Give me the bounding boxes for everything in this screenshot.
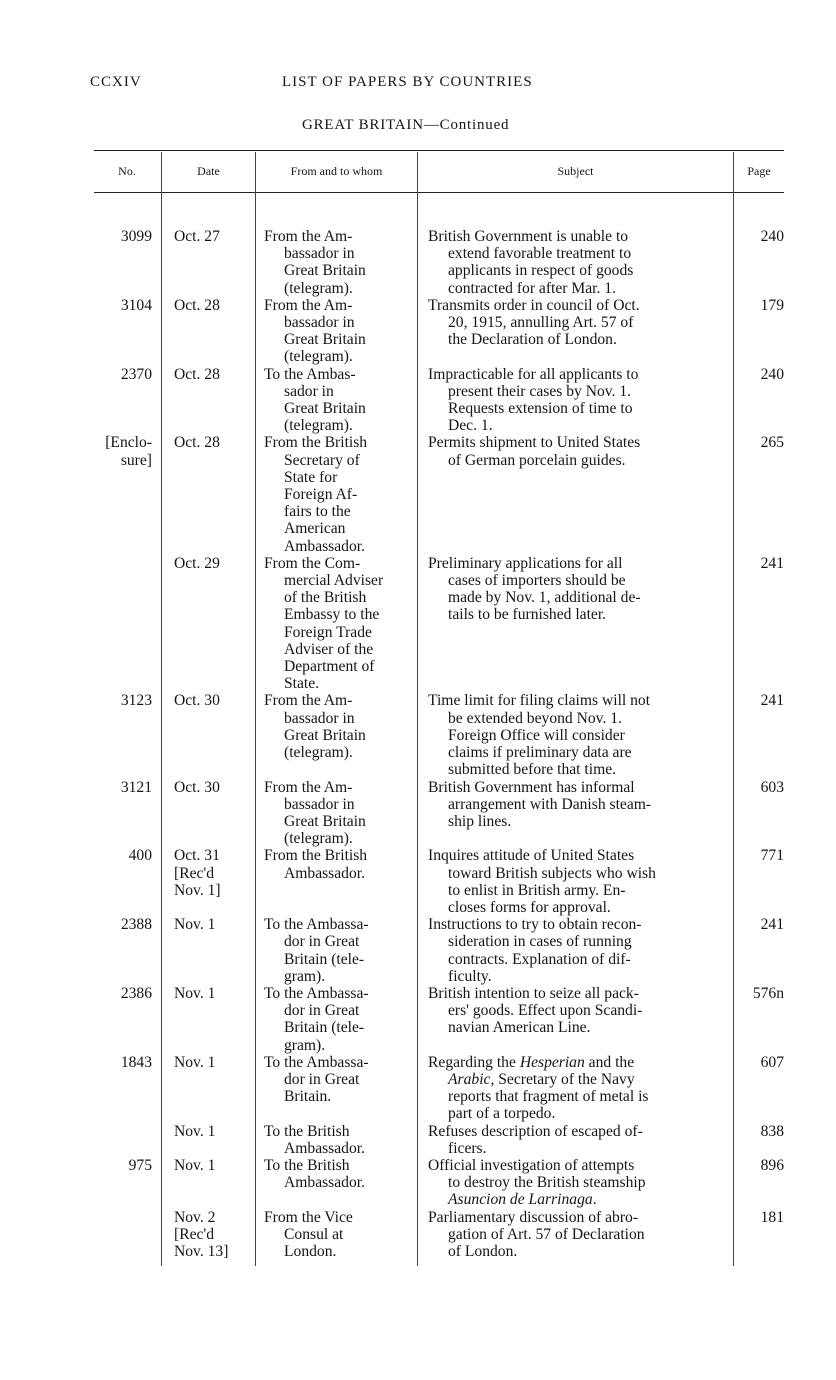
cell-date: [152, 779, 252, 848]
cell-page: 241: [760, 916, 784, 934]
cell-subject-line: cases of importers should be: [448, 572, 626, 590]
cell-no-line: 400: [128, 847, 152, 865]
cell-page: 771: [760, 847, 784, 865]
cell-no: [94, 779, 152, 848]
cell-from: [252, 692, 412, 778]
cell-page: 607: [760, 1053, 784, 1071]
running-title: LIST OF PAPERS BY COUNTRIES: [282, 74, 533, 90]
cell-no: [94, 1123, 152, 1157]
cell-from-line: Ambassador.: [284, 1174, 365, 1192]
cell-from-line: Foreign Trade: [284, 623, 372, 641]
cell-subject: [412, 847, 730, 916]
cell-no-line: 1843: [120, 1053, 152, 1071]
cell-from: [252, 366, 412, 435]
cell-from-line: Great Britain: [284, 331, 366, 349]
header-from: From and to whom: [290, 164, 383, 178]
cell-date-line: Nov. 1: [174, 984, 216, 1002]
cell-subject: [412, 366, 730, 435]
cell-date: [152, 434, 252, 554]
cell-subject-line: ship lines.: [448, 812, 512, 830]
cell-no-line: 2370: [120, 365, 152, 383]
cell-from: [252, 1209, 412, 1261]
cell-subject-line: Foreign Office will consider: [448, 726, 625, 744]
cell-date: [152, 555, 252, 693]
cell-no-line: 975: [128, 1156, 152, 1174]
cell-from-line: Britain (tele-: [284, 1019, 365, 1037]
cell-from-line: Britain.: [284, 1088, 332, 1106]
cell-from-line: Consul at: [284, 1225, 344, 1243]
cell-from-line: Great Britain: [284, 726, 366, 744]
cell-subject: [412, 916, 730, 985]
cell-no: [94, 434, 152, 554]
cell-subject: [412, 555, 730, 693]
cell-subject-line: Asuncion de Larrinaga.: [448, 1191, 597, 1209]
cell-subject-line: contracts. Explanation of dif-: [448, 950, 631, 968]
cell-subject-line: British Government has informal: [428, 778, 635, 796]
cell-date: [152, 916, 252, 985]
cell-page: 603: [760, 778, 784, 796]
cell-page: 181: [760, 1208, 784, 1226]
cell-no: [94, 366, 152, 435]
cell-subject: [412, 1209, 730, 1261]
cell-subject-line: to destroy the British steamship: [448, 1174, 646, 1192]
cell-from-line: State.: [284, 675, 320, 693]
cell-subject-line: Dec. 1.: [448, 417, 493, 435]
cell-from: [252, 555, 412, 693]
cell-subject: [412, 1123, 730, 1157]
cell-from-line: American: [284, 520, 346, 538]
cell-from-line: Foreign Af-: [284, 486, 358, 504]
cell-date-line: Oct. 29: [174, 554, 220, 572]
cell-subject: [412, 1157, 730, 1209]
cell-from-line: dor in Great: [284, 933, 360, 951]
cell-from-line: bassador in: [284, 709, 355, 727]
cell-date-line: Nov. 1: [174, 916, 216, 934]
header-bottom-rule: [94, 192, 784, 193]
cell-no: [94, 1157, 152, 1209]
cell-subject-line: navian American Line.: [448, 1019, 591, 1037]
cell-from-line: (telegram).: [284, 348, 353, 366]
header-no: No.: [118, 164, 136, 178]
cell-date-line: Oct. 30: [174, 778, 220, 796]
table-row: [94, 1157, 784, 1209]
cell-subject-line: to enlist in British army. En-: [448, 881, 626, 899]
cell-page: 896: [760, 1156, 784, 1174]
cell-from-line: From the Am-: [264, 692, 353, 710]
cell-from-line: Britain (tele-: [284, 950, 365, 968]
cell-from-line: gram).: [284, 967, 326, 985]
cell-page: 838: [760, 1122, 784, 1140]
cell-date-line: Nov. 1: [174, 1122, 216, 1140]
cell-from: [252, 434, 412, 554]
cell-subject-line: applicants in respect of goods: [448, 262, 634, 280]
cell-from-line: (telegram).: [284, 279, 353, 297]
header-subject: Subject: [557, 164, 594, 178]
cell-from-line: To the Ambassa-: [264, 916, 369, 934]
section-title: GREAT BRITAIN—Continued: [302, 117, 510, 133]
cell-date-line: Nov. 2: [174, 1208, 216, 1226]
cell-subject-line: Transmits order in council of Oct.: [428, 296, 640, 314]
ship-name: Asuncion de Larrinaga: [448, 1191, 593, 1209]
cell-from-line: From the Com-: [264, 554, 361, 572]
cell-subject: [412, 779, 730, 848]
table-top-rule: [94, 150, 784, 151]
cell-date-line: Nov. 1: [174, 1156, 216, 1174]
cell-subject-line: Requests extension of time to: [448, 400, 633, 418]
cell-subject: [412, 297, 730, 366]
cell-from: [252, 297, 412, 366]
cell-subject-line: of German porcelain guides.: [448, 451, 626, 469]
cell-no: [94, 297, 152, 366]
cell-from-line: Embassy to the: [284, 606, 380, 624]
cell-page: 240: [760, 228, 784, 245]
table-row: [94, 366, 784, 435]
cell-from-line: (telegram).: [284, 744, 353, 762]
cell-from-line: of the British: [284, 589, 367, 607]
cell-from-line: (telegram).: [284, 830, 353, 848]
cell-subject-line: gation of Art. 57 of Declaration: [448, 1225, 645, 1243]
cell-page: 179: [760, 296, 784, 314]
cell-from-line: mercial Adviser: [284, 572, 384, 590]
cell-date-line: [Rec'd: [174, 1225, 215, 1243]
cell-no-line: 3123: [120, 692, 152, 710]
cell-from-line: Department of: [284, 658, 375, 676]
cell-subject-line: present their cases by Nov. 1.: [448, 382, 632, 400]
cell-page: 241: [760, 554, 784, 572]
cell-subject: [412, 434, 730, 554]
cell-from-line: Ambassador.: [284, 1139, 365, 1157]
cell-no-line: 3121: [120, 778, 152, 796]
cell-no: [94, 228, 152, 297]
cell-from-line: dor in Great: [284, 1070, 360, 1088]
cell-from-line: fairs to the: [284, 503, 351, 521]
cell-subject-line: Arabic, Secretary of the Navy: [448, 1070, 635, 1088]
cell-no-line: [Enclo-: [105, 434, 152, 452]
cell-from-line: Adviser of the: [284, 640, 374, 658]
cell-subject-line: part of a torpedo.: [448, 1105, 556, 1123]
cell-from: [252, 985, 412, 1054]
cell-page: 576n: [752, 984, 784, 1002]
cell-no-line: 3104: [120, 296, 152, 314]
cell-date-line: Oct. 28: [174, 365, 220, 383]
cell-page: 240: [760, 365, 784, 383]
cell-subject-line: Parliamentary discussion of abro-: [428, 1208, 639, 1226]
cell-from: [252, 228, 412, 297]
cell-date-line: Nov. 13]: [174, 1242, 229, 1260]
cell-subject-line: Preliminary applications for all: [428, 554, 623, 572]
cell-date: [152, 692, 252, 778]
cell-subject: [412, 985, 730, 1054]
cell-date-line: Oct. 28: [174, 434, 220, 452]
cell-subject-line: be extended beyond Nov. 1.: [448, 709, 622, 727]
cell-from-line: From the British: [264, 847, 368, 865]
cell-date: [152, 366, 252, 435]
cell-date-line: Nov. 1]: [174, 881, 221, 899]
cell-subject-line: 20, 1915, annulling Art. 57 of: [448, 314, 634, 332]
cell-from-line: Great Britain: [284, 400, 366, 418]
cell-from-line: From the Am-: [264, 228, 353, 245]
cell-subject-line: British intention to seize all pack-: [428, 984, 639, 1002]
cell-from-line: From the Vice: [264, 1208, 353, 1226]
cell-date: [152, 847, 252, 916]
table-row: [94, 1054, 784, 1123]
cell-subject-line: closes forms for approval.: [448, 898, 611, 916]
table-row: [94, 916, 784, 985]
cell-from: [252, 1123, 412, 1157]
cell-subject-line: tails to be furnished later.: [448, 606, 607, 624]
cell-subject-line: submitted before that time.: [448, 761, 617, 779]
cell-from: [252, 1157, 412, 1209]
header-page: Page: [747, 164, 771, 178]
cell-no: [94, 916, 152, 985]
cell-subject-line: ers' goods. Effect upon Scandi-: [448, 1002, 643, 1020]
cell-from-line: To the British: [264, 1156, 350, 1174]
cell-date-line: Nov. 1: [174, 1053, 216, 1071]
papers-table: [94, 228, 784, 1260]
table-row: [94, 779, 784, 848]
cell-no: [94, 1054, 152, 1123]
cell-from-line: gram).: [284, 1036, 326, 1054]
cell-subject-line: of London.: [448, 1242, 518, 1260]
cell-no: [94, 847, 152, 916]
cell-subject-line: Inquires attitude of United States: [428, 847, 635, 865]
cell-subject-line: extend favorable treatment to: [448, 245, 632, 263]
cell-subject-line: Permits shipment to United States: [428, 434, 641, 452]
cell-from-line: London.: [284, 1242, 337, 1260]
cell-from-line: To the Ambas-: [264, 365, 356, 383]
cell-date: [152, 1123, 252, 1157]
cell-from-line: Secretary of: [284, 451, 360, 469]
cell-page: 265: [760, 434, 784, 452]
cell-from-line: bassador in: [284, 795, 355, 813]
cell-subject-line: Time limit for filing claims will not: [428, 692, 651, 710]
cell-date: [152, 1209, 252, 1261]
cell-date: [152, 1157, 252, 1209]
cell-no-line: sure]: [120, 451, 152, 469]
table-row: [94, 692, 784, 778]
cell-date-line: Oct. 28: [174, 296, 220, 314]
cell-no: [94, 692, 152, 778]
cell-from-line: Great Britain: [284, 262, 366, 280]
cell-date-line: [Rec'd: [174, 864, 215, 882]
table-row: [94, 1123, 784, 1157]
cell-from-line: From the British: [264, 434, 368, 452]
cell-no: [94, 555, 152, 693]
table-row: [94, 297, 784, 366]
cell-subject-line: sideration in cases of running: [448, 933, 632, 951]
cell-subject-line: Instructions to try to obtain recon-: [428, 916, 642, 934]
cell-date: [152, 985, 252, 1054]
cell-subject-line: toward British subjects who wish: [448, 864, 656, 882]
cell-from: [252, 916, 412, 985]
cell-from-line: To the Ambassa-: [264, 1053, 369, 1071]
cell-date-line: Oct. 31: [174, 847, 220, 865]
table-row: [94, 434, 784, 554]
cell-subject-line: British Government is unable to: [428, 228, 629, 245]
cell-subject-line: ficers.: [448, 1139, 487, 1157]
cell-page: 241: [760, 692, 784, 710]
ship-name: Arabic: [448, 1070, 491, 1088]
cell-subject-line: arrangement with Danish steam-: [448, 795, 652, 813]
cell-subject: [412, 692, 730, 778]
cell-from-line: bassador in: [284, 314, 355, 332]
cell-from: [252, 1054, 412, 1123]
page-folio: CCXIV: [90, 74, 142, 90]
cell-from-line: From the Am-: [264, 778, 353, 796]
cell-subject-line: claims if preliminary data are: [448, 744, 632, 762]
cell-from-line: From the Am-: [264, 296, 353, 314]
cell-from-line: To the Ambassa-: [264, 984, 369, 1002]
table-row: [94, 1209, 784, 1261]
ship-name: Hesperian: [519, 1053, 585, 1071]
cell-date: [152, 297, 252, 366]
cell-subject: [412, 228, 730, 297]
cell-no: [94, 1209, 152, 1261]
table-row: [94, 228, 784, 297]
cell-no: [94, 985, 152, 1054]
cell-from-line: Ambassador.: [284, 537, 365, 555]
cell-from-line: To the British: [264, 1122, 350, 1140]
cell-date-line: Oct. 27: [174, 228, 220, 245]
cell-no-line: 2388: [120, 916, 152, 934]
cell-from-line: State for: [284, 468, 338, 486]
cell-subject: [412, 1054, 730, 1123]
cell-subject-line: Official investigation of attempts: [428, 1156, 635, 1174]
cell-date: [152, 1054, 252, 1123]
table-row: [94, 555, 784, 693]
cell-subject-line: Impracticable for all applicants to: [428, 365, 639, 383]
cell-from-line: dor in Great: [284, 1002, 360, 1020]
cell-from-line: bassador in: [284, 245, 355, 263]
cell-subject-line: made by Nov. 1, additional de-: [448, 589, 641, 607]
cell-subject-line: ficulty.: [448, 967, 492, 985]
table-row: [94, 985, 784, 1054]
cell-from-line: Great Britain: [284, 812, 366, 830]
header-date: Date: [197, 164, 220, 178]
cell-date-line: Oct. 30: [174, 692, 220, 710]
cell-no-line: 2386: [120, 984, 152, 1002]
cell-subject-line: reports that fragment of metal is: [448, 1088, 649, 1106]
cell-subject-line: Regarding the Hesperian and the: [428, 1053, 635, 1071]
cell-from-line: sador in: [284, 382, 334, 400]
cell-from-line: Ambassador.: [284, 864, 365, 882]
cell-subject-line: the Declaration of London.: [448, 331, 617, 349]
cell-from: [252, 847, 412, 916]
cell-date: [152, 228, 252, 297]
cell-no-line: 3099: [120, 228, 152, 245]
cell-from: [252, 779, 412, 848]
cell-subject-line: Refuses description of escaped of-: [428, 1122, 643, 1140]
table-row: [94, 847, 784, 916]
cell-from-line: (telegram).: [284, 417, 353, 435]
cell-subject-line: contracted for after Mar. 1.: [448, 279, 616, 297]
